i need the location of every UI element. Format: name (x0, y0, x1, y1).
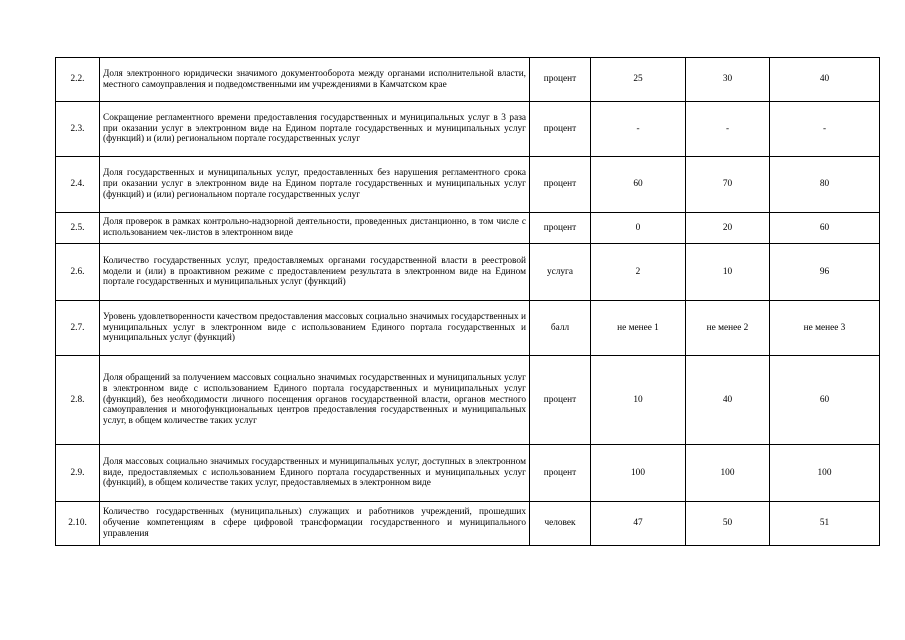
table-row (56, 301, 880, 356)
unit-cell: услуга (530, 244, 591, 301)
unit-cell: процент (530, 213, 591, 244)
indicator-description: Уровень удовлетворенности качеством предоставления массовых социально значимых государственных и муниципальных услуг в электронном виде с использованием Единого портала государственных и муниципальных услуг (функций) (100, 301, 530, 356)
value-cell-2: не менее 2 (686, 301, 770, 356)
value-cell-3: 40 (770, 58, 880, 102)
indicator-description: Доля обращений за получением массовых социально значимых государственных и муниципальных услуг в электронном виде с использованием Единого портала государственных и муниципальных услуг (функций), без необходимости личного посещения органов государственной власти, органов местного самоуправления и многофункциональных центров предоставления государственных и муниципальных услуг, в общем количестве таких услуг (100, 356, 530, 445)
value-cell-2: 50 (686, 502, 770, 546)
value-cell-2: - (686, 102, 770, 157)
value-cell-1: 0 (591, 213, 686, 244)
table-row (56, 356, 880, 445)
value-cell-2: 30 (686, 58, 770, 102)
value-cell-1: не менее 1 (591, 301, 686, 356)
value-cell-1: 100 (591, 445, 686, 502)
row-number: 2.4. (56, 157, 100, 213)
value-cell-3: 96 (770, 244, 880, 301)
row-number: 2.2. (56, 58, 100, 102)
unit-cell: процент (530, 157, 591, 213)
value-cell-3: 60 (770, 356, 880, 445)
row-number: 2.7. (56, 301, 100, 356)
value-cell-1: 47 (591, 502, 686, 546)
unit-cell: человек (530, 502, 591, 546)
indicator-description: Количество государственных услуг, предоставляемых органами государственной власти в реестровой модели и (или) в проактивном режиме с предоставлением результата в электронном виде на Едином портале государственных и муниципальных услуг (функций) (100, 244, 530, 301)
unit-cell: процент (530, 356, 591, 445)
value-cell-3: 60 (770, 213, 880, 244)
value-cell-3: 51 (770, 502, 880, 546)
value-cell-1: 60 (591, 157, 686, 213)
indicator-description: Сокращение регламентного времени предоставления государственных и муниципальных услуг в 3 раза при оказании услуг в электронном виде на Едином портале государственных и муниципальных услуг (функций) и (или) региональном портале государственных услуг (100, 102, 530, 157)
table-body (56, 58, 880, 546)
value-cell-3: 80 (770, 157, 880, 213)
indicator-description: Доля проверок в рамках контрольно-надзорной деятельности, проведенных дистанционно, в том числе с использованием чек-листов в электронном виде (100, 213, 530, 244)
value-cell-3: не менее 3 (770, 301, 880, 356)
value-cell-2: 70 (686, 157, 770, 213)
table-row (56, 58, 880, 102)
unit-cell: процент (530, 445, 591, 502)
table-row (56, 157, 880, 213)
row-number: 2.5. (56, 213, 100, 244)
indicators-table (55, 57, 880, 546)
value-cell-1: - (591, 102, 686, 157)
indicator-description: Доля электронного юридически значимого документооборота между органами исполнительной власти, местного самоуправления и подведомственными им учреждениями в Камчатском крае (100, 58, 530, 102)
value-cell-3: 100 (770, 445, 880, 502)
indicator-description: Доля государственных и муниципальных услуг, предоставленных без нарушения регламентного срока при оказании услуг в электронном виде на Едином портале государственных и муниципальных услуг (функций) и (или) региональном портале государственных услуг (100, 157, 530, 213)
value-cell-2: 20 (686, 213, 770, 244)
unit-cell: балл (530, 301, 591, 356)
table-row (56, 102, 880, 157)
row-number: 2.10. (56, 502, 100, 546)
row-number: 2.9. (56, 445, 100, 502)
table-row (56, 445, 880, 502)
value-cell-3: - (770, 102, 880, 157)
indicator-description: Доля массовых социально значимых государственных и муниципальных услуг, доступных в электронном виде, предоставляемых с использованием Единого портала государственных и муниципальных услуг (функций), в общем количестве таких услуг, предоставляемых в электронном виде (100, 445, 530, 502)
unit-cell: процент (530, 58, 591, 102)
table-row (56, 244, 880, 301)
value-cell-1: 2 (591, 244, 686, 301)
value-cell-2: 100 (686, 445, 770, 502)
value-cell-1: 10 (591, 356, 686, 445)
table-row (56, 213, 880, 244)
row-number: 2.3. (56, 102, 100, 157)
indicator-description: Количество государственных (муниципальных) служащих и работников учреждений, прошедших обучение компетенциям в сфере цифровой трансформации государственного и муниципального управления (100, 502, 530, 546)
value-cell-1: 25 (591, 58, 686, 102)
value-cell-2: 40 (686, 356, 770, 445)
value-cell-2: 10 (686, 244, 770, 301)
unit-cell: процент (530, 102, 591, 157)
table-row (56, 502, 880, 546)
row-number: 2.6. (56, 244, 100, 301)
row-number: 2.8. (56, 356, 100, 445)
